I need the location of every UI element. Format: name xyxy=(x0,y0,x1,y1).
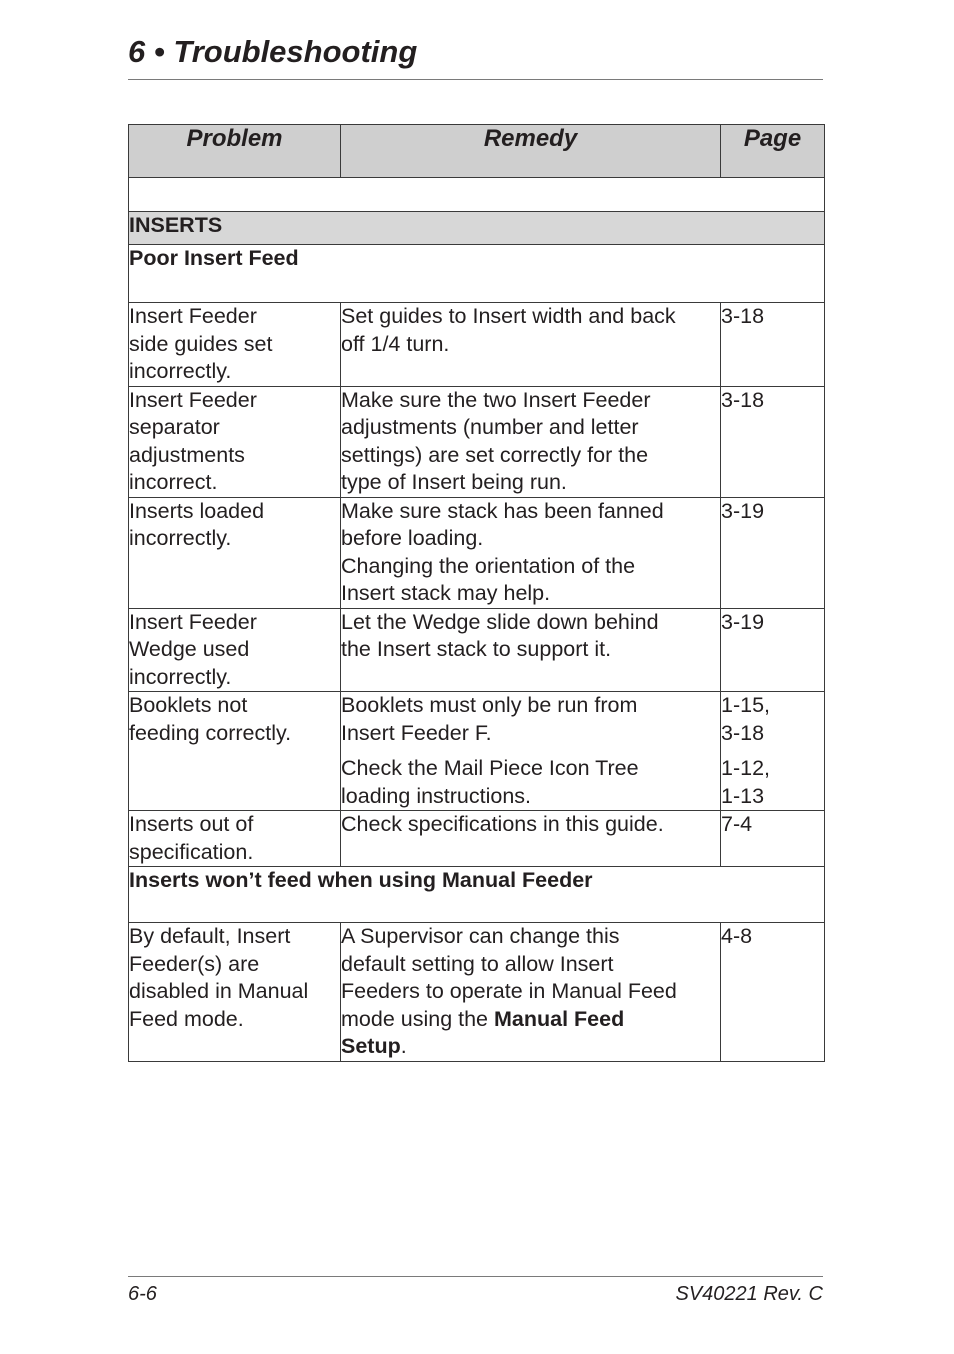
group-title-row xyxy=(129,867,825,923)
problem-cell: Insert Feeder separator adjustments incorrect. xyxy=(129,386,341,497)
document-id: SV40221 Rev. C xyxy=(675,1283,823,1305)
remedy-cell: Set guides to Insert width and back off 1/4 turn. xyxy=(341,303,721,387)
table-row xyxy=(129,386,825,497)
column-header-page: Page xyxy=(721,125,825,178)
group-title: Inserts won’t feed when using Manual Feeder xyxy=(129,867,825,923)
troubleshooting-table xyxy=(128,124,825,1062)
group-title: Poor Insert Feed xyxy=(129,245,825,303)
page-cell: 3-19 xyxy=(721,608,825,692)
page-cell: 7-4 xyxy=(721,811,825,867)
problem-cell: Insert Feeder Wedge used incorrectly. xyxy=(129,608,341,692)
page-number: 6-6 xyxy=(128,1283,157,1305)
table-row xyxy=(129,923,825,1062)
footer-rule xyxy=(128,1276,823,1277)
remedy-cell: Booklets must only be run from Insert Feeder F. Check the Mail Piece Icon Tree loading instructions. xyxy=(341,692,721,811)
problem-cell: Insert Feeder side guides set incorrectly. xyxy=(129,303,341,387)
header-rule xyxy=(128,79,823,80)
column-header-remedy: Remedy xyxy=(341,125,721,178)
spacer-row xyxy=(129,178,825,212)
problem-cell: Inserts out of specification. xyxy=(129,811,341,867)
table-row xyxy=(129,497,825,608)
page-title: 6 • Troubleshooting xyxy=(128,34,418,69)
remedy-cell: Make sure stack has been fanned before loading. Changing the orientation of the Insert stack may help. xyxy=(341,497,721,608)
table-row xyxy=(129,811,825,867)
table-header-row xyxy=(129,125,825,178)
page-cell: 3-19 xyxy=(721,497,825,608)
bold-text: Manual Feed xyxy=(494,1006,625,1031)
remedy-cell: Let the Wedge slide down behind the Insert stack to support it. xyxy=(341,608,721,692)
remedy-cell: A Supervisor can change this default setting to allow Insert Feeders to operate in Manual Feed mode using the Manual Feed Setup. xyxy=(341,923,721,1062)
page-cell: 1-15, 3-18 1-12, 1-13 xyxy=(721,692,825,811)
group-title-row xyxy=(129,245,825,303)
page-cell: 3-18 xyxy=(721,303,825,387)
table-row xyxy=(129,692,825,811)
remedy-cell: Check specifications in this guide. xyxy=(341,811,721,867)
section-title: INSERTS xyxy=(129,212,825,245)
section-row xyxy=(129,212,825,245)
bold-text: Setup xyxy=(341,1034,401,1058)
column-header-problem: Problem xyxy=(129,125,341,178)
problem-cell: Booklets not feeding correctly. xyxy=(129,692,341,811)
problem-cell: Inserts loaded incorrectly. xyxy=(129,497,341,608)
page-cell: 4-8 xyxy=(721,923,825,1062)
problem-cell: By default, Insert Feeder(s) are disabled in Manual Feed mode. xyxy=(129,923,341,1062)
page-cell: 3-18 xyxy=(721,386,825,497)
remedy-cell: Make sure the two Insert Feeder adjustments (number and letter settings) are set correctly for the type of Insert being run. xyxy=(341,386,721,497)
table-row xyxy=(129,303,825,387)
table-row xyxy=(129,608,825,692)
